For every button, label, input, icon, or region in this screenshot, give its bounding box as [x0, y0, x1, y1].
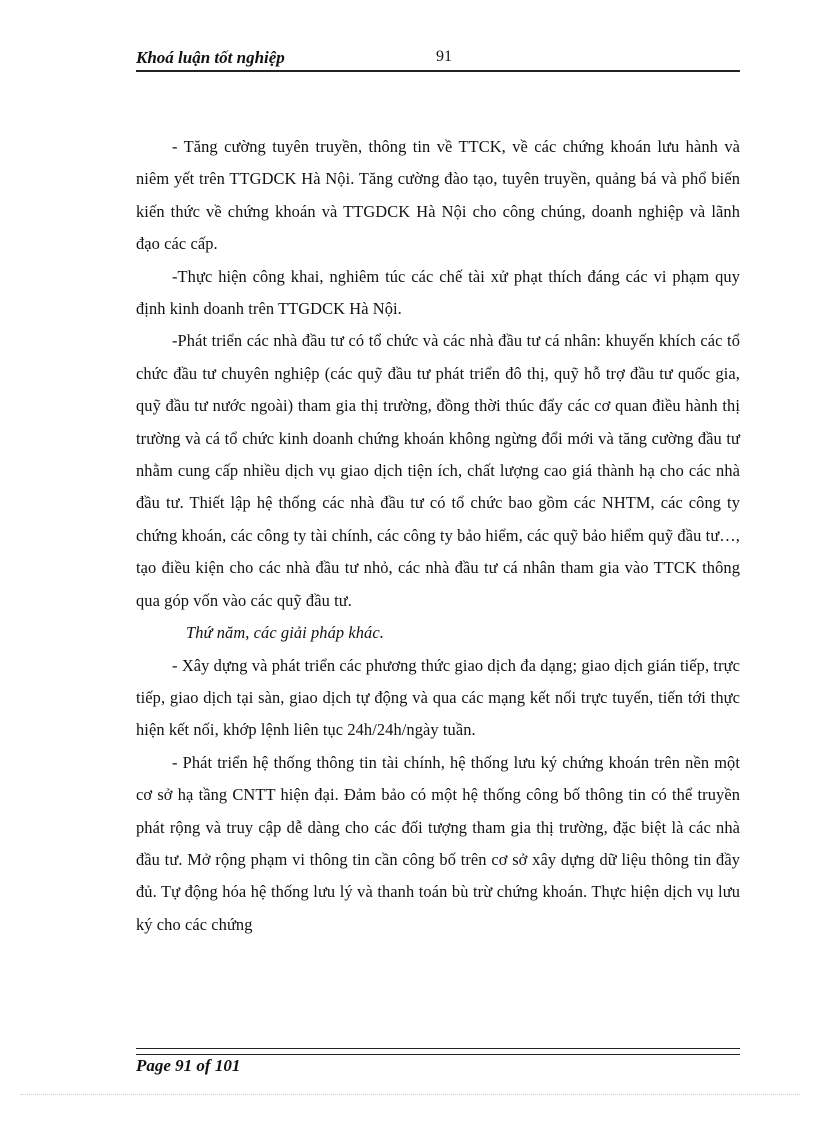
page-header	[136, 48, 740, 72]
document-title: Khoá luận tốt nghiệp	[136, 48, 285, 67]
paragraph-sanctions: -Thực hiện công khai, nghiêm túc các chế tài xử phạt thích đáng các vi phạm quy định kinh doanh trên TTGDCK Hà Nội.	[136, 266, 740, 319]
section-heading-fifth: Thứ năm, các giải pháp khác.	[186, 623, 384, 643]
paragraph-investors: -Phát triển các nhà đầu tư có tổ chức và các nhà đầu tư cá nhân: khuyến khích các tổ chức đầu tư chuyên nghiệp (các quỹ đầu tư phát triển đô thị, quỹ hỗ trợ đầu tư quốc gia, quỹ đầu tư nước ngoài) tham gia thị trường, đồng thời thúc đẩy các cơ quan điều hành thị trường và cá tổ chức kinh doanh chứng khoán không ngừng đổi mới và tăng cường đầu tư nhằm cung cấp nhiều dịch vụ giao dịch tiện ích, chất lượng cao giá thành hạ cho các nhà đầu tư. Thiết lập hệ thống các nhà đầu tư có tổ chức bao gồm các NHTM, các công ty chứng khoán, các công ty tài chính, các công ty bảo hiểm, các quỹ bảo hiểm quỹ đầu tư…, tạo điều kiện cho các nhà đầu tư nhỏ, các nhà đầu tư cá nhân tham gia vào TTCK thông qua góp vốn vào các quỹ đầu tư.	[136, 331, 740, 610]
footer-page-label: Page 91 of 101	[136, 1056, 241, 1075]
header-page-number: 91	[436, 48, 452, 65]
paragraph-information-system: - Phát triển hệ thống thông tin tài chính, hệ thống lưu ký chứng khoán trên nền một cơ sở hạ tầng CNTT hiện đại. Đảm bảo có một hệ thống công bố thông tin có thể truyền phát rộng và truy cập dễ dàng cho các đối tượng tham gia thị trường, đặc biệt là các nhà đầu tư. Mở rộng phạm vi thông tin cần công bố trên cơ sở xây dựng dữ liệu thông tin đầy đủ. Tự động hóa hệ thống lưu lý và thanh toán bù trừ chứng khoán. Thực hiện dịch vụ lưu ký cho các chứng	[136, 752, 740, 934]
page-edge-divider	[20, 1094, 800, 1095]
body-text	[136, 131, 740, 941]
paragraph-propaganda: - Tăng cường tuyên truyền, thông tin về TTCK, về các chứng khoán lưu hành và niêm yết trên TTGDCK Hà Nội. Tăng cường đào tạo, tuyên truyền, quảng bá và phổ biến kiến thức về chứng khoán và TTGDCK Hà Nội cho công chúng, doanh nghiệp và lãnh đạo các cấp.	[136, 137, 740, 254]
footer-divider	[136, 1048, 740, 1055]
paragraph-trading-methods: - Xây dựng và phát triển các phương thức giao dịch đa dạng; giao dịch gián tiếp, trực tiếp, giao dịch tại sàn, giao dịch tự động và qua các mạng kết nối trực tuyến, tiến tới thực hiện kết nối, khớp lệnh liên tục 24h/24h/ngày tuần.	[136, 655, 740, 740]
